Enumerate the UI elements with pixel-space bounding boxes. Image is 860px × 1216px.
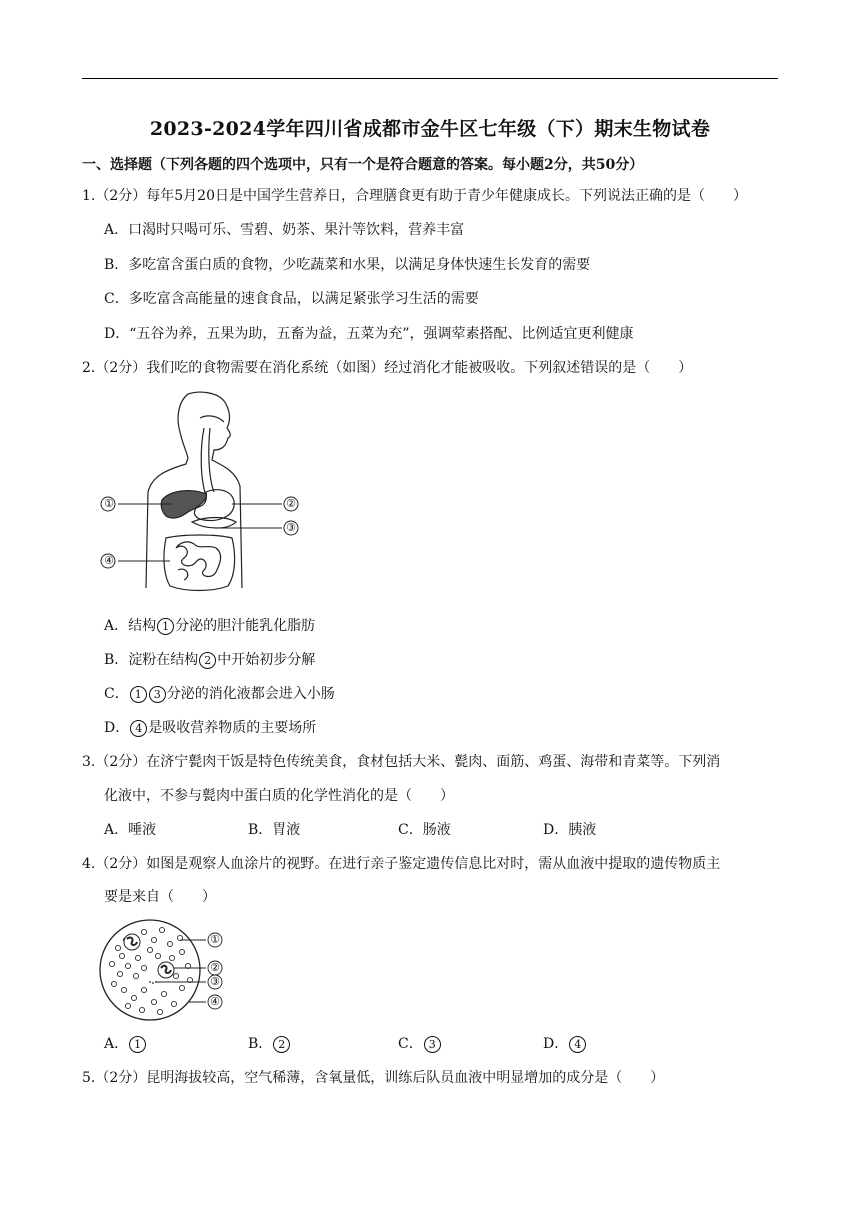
structure-4-label: 4 — [130, 720, 147, 737]
q4-option-d-prefix: D． — [543, 1036, 569, 1052]
structure-1-label: 1 — [157, 618, 174, 635]
cell-callout-4: ④ — [210, 995, 220, 1008]
organ-label-3: ③ — [286, 521, 296, 534]
cell-3-label: 3 — [424, 1036, 441, 1053]
structure-1-label: 1 — [130, 686, 147, 703]
q2-option-b[interactable] — [104, 650, 315, 670]
q2-option-c[interactable] — [104, 684, 335, 704]
q2-stem: 2.（2分）我们吃的食物需要在消化系统（如图）经过消化才能被吸收。下列叙述错误的是（ ） — [82, 360, 693, 376]
q4-stem-line2: 要是来自（ ） — [104, 889, 216, 905]
q1-option-b[interactable]: B．多吃富含蛋白质的食物，少吃蔬菜和水果，以满足身体快速生长发育的需要 — [104, 257, 591, 273]
q3-option-a[interactable]: A．唾液 — [104, 822, 157, 838]
q2-option-a-prefix: A．结构 — [104, 618, 157, 634]
q2-option-b-prefix: B．淀粉在结构 — [104, 652, 199, 668]
q1-option-c[interactable]: C．多吃富含高能量的速食食品，以满足紧张学习生活的需要 — [104, 291, 479, 307]
cell-callout-3: ③ — [210, 975, 220, 988]
structure-3-label: 3 — [149, 686, 166, 703]
q2-option-d-prefix: D． — [104, 720, 130, 736]
cell-4-label: 4 — [569, 1036, 586, 1053]
organ-label-1: ① — [104, 497, 114, 510]
q4-option-a[interactable] — [104, 1034, 147, 1054]
q3-option-b[interactable]: B．胃液 — [248, 822, 301, 838]
q2-option-a-text: 分泌的胆汁能乳化脂肪 — [175, 618, 316, 634]
structure-2-label: 2 — [199, 652, 216, 669]
q4-option-b[interactable] — [248, 1034, 291, 1054]
q2-option-d[interactable] — [104, 718, 316, 738]
cell-callout-1: ① — [210, 933, 220, 946]
q4-option-c[interactable] — [398, 1034, 442, 1054]
header-rule — [82, 78, 778, 79]
cell-callout-2: ② — [210, 961, 220, 974]
cell-1-label: 1 — [129, 1036, 146, 1053]
q5-stem: 5.（2分）昆明海拔较高，空气稀薄，含氧量低，训练后队员血液中明显增加的成分是（ ） — [82, 1070, 665, 1086]
q1-option-a[interactable]: A．口渴时只喝可乐、雪碧、奶茶、果汁等饮料，营养丰富 — [104, 222, 465, 238]
q3-option-c[interactable]: C．肠液 — [398, 822, 451, 838]
q4-option-a-prefix: A． — [104, 1036, 129, 1052]
q4-option-c-prefix: C． — [398, 1036, 423, 1052]
cell-2-label: 2 — [273, 1036, 290, 1053]
q3-option-d[interactable]: D．胰液 — [543, 822, 597, 838]
q4-stem-line1: 4.（2分）如图是观察人血涂片的视野。在进行亲子鉴定遗传信息比对时，需从血液中提取的遗传物质主 — [82, 856, 721, 872]
q2-option-b-text: 中开始初步分解 — [217, 652, 316, 668]
q2-option-c-text: 分泌的消化液都会进入小肠 — [166, 686, 335, 702]
q4-option-b-prefix: B． — [248, 1036, 273, 1052]
q4-option-d[interactable] — [543, 1034, 587, 1054]
digestive-system-figure — [96, 388, 306, 603]
section-heading: 一、选择题（下列各题的四个选项中，只有一个是符合题意的答案。每小题2分，共50分） — [82, 157, 644, 173]
page-title: 2023-2024学年四川省成都市金牛区七年级（下）期末生物试卷 — [149, 118, 711, 140]
q1-stem: 1.（2分）每年5月20日是中国学生营养日，合理膳食更有助于青少年健康成长。下列说法正确的是（ ） — [82, 188, 747, 204]
q3-stem-line2: 化液中，不参与甏肉中蛋白质的化学性消化的是（ ） — [104, 788, 454, 804]
q1-option-d[interactable]: D．“五谷为养，五果为助，五畜为益，五菜为充”，强调荤素搭配、比例适宜更利健康 — [104, 326, 634, 342]
organ-label-4: ④ — [104, 554, 114, 567]
q2-option-a[interactable] — [104, 616, 315, 636]
q3-stem-line1: 3.（2分）在济宁甏肉干饭是特色传统美食，食材包括大米、甏肉、面筋、鸡蛋、海带和青菜等。下列消 — [82, 754, 721, 770]
organ-label-2: ② — [286, 497, 296, 510]
q2-option-c-prefix: C． — [104, 686, 129, 702]
q2-option-d-text: 是吸收营养物质的主要场所 — [148, 720, 317, 736]
